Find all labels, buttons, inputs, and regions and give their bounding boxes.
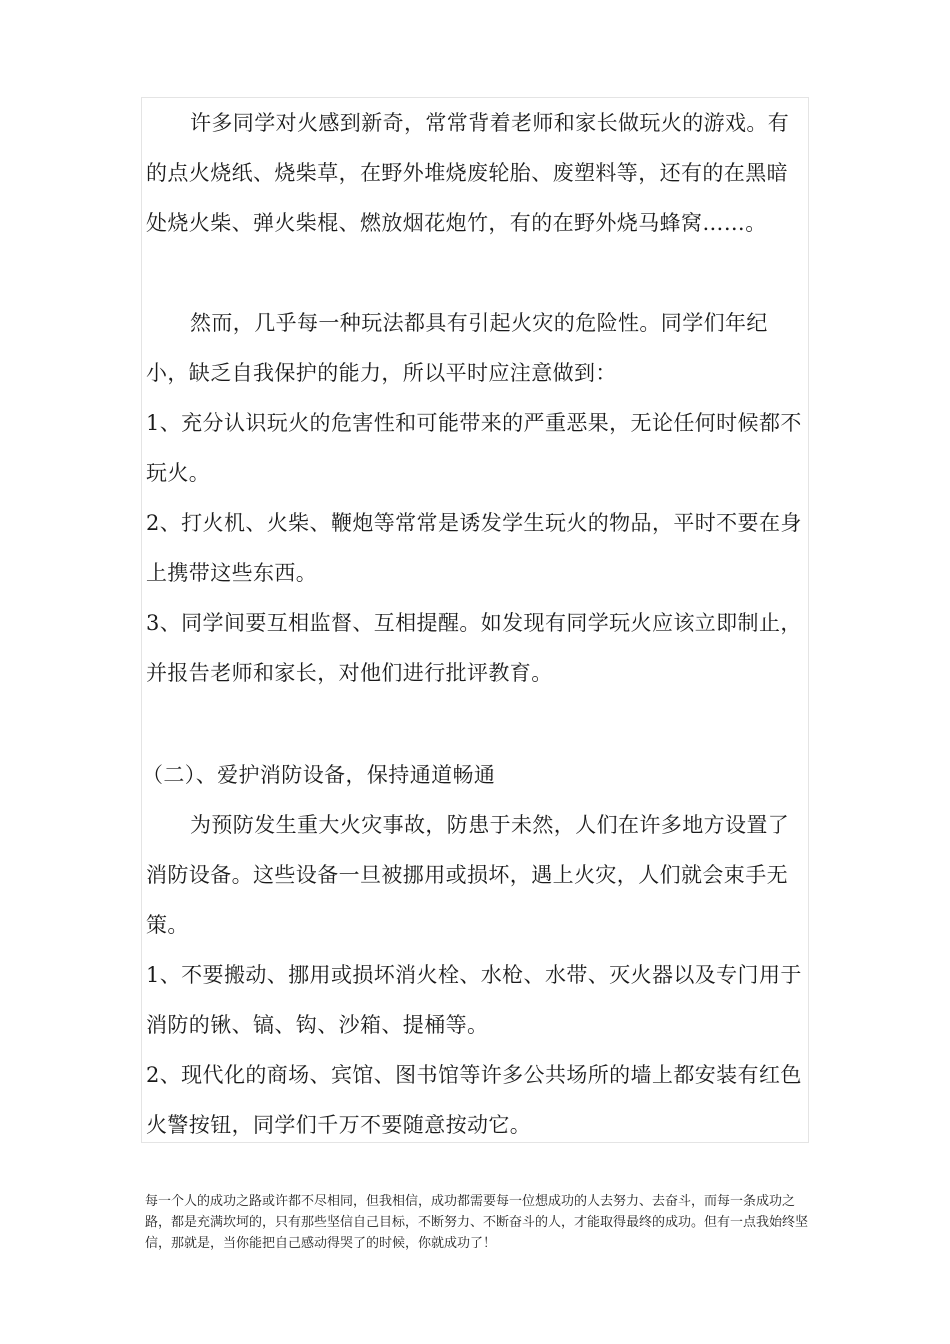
equipment-rule-2: 2、现代化的商场、宾馆、图书馆等许多公共场所的墙上都安装有红色火警按钮，同学们千万不要随意按动它。 (146, 1063, 802, 1137)
footer-note: 每一个人的成功之路或许都不尽相同，但我相信，成功都需要每一位想成功的人去努力、去奋斗，而每一条成功之路，都是充满坎坷的，只有那些坚信自己目标，不断努力、不断奋斗的人，才能取得最终的成功。但有一点我始终坚信，那就是，当你能把自己感动得哭了的时候，你就成功了！ (145, 1194, 809, 1251)
document-body (141, 97, 809, 1143)
section-paragraph: 为预防发生重大火灾事故，防患于未然，人们在许多地方设置了消防设备。这些设备一旦被挪用或损坏，遇上火灾，人们就会束手无策。 (146, 813, 790, 937)
rule-item-1: 1、充分认识玩火的危害性和可能带来的严重恶果，无论任何时候都不玩火。 (146, 411, 802, 485)
rule-item-2: 2、打火机、火柴、鞭炮等常常是诱发学生玩火的物品，平时不要在身上携带这些东西。 (146, 511, 802, 585)
section-heading: （二）、爱护消防设备，保持通道畅通 (142, 763, 496, 787)
rule-item-3: 3、同学间要互相监督、互相提醒。如发现有同学玩火应该立即制止，并报告老师和家长，对他们进行批评教育。 (146, 611, 802, 685)
equipment-rule-1: 1、不要搬动、挪用或损坏消火栓、水枪、水带、灭火器以及专门用于消防的锹、镐、钩、沙箱、提桶等。 (146, 963, 802, 1037)
intro-paragraph: 许多同学对火感到新奇，常常背着老师和家长做玩火的游戏。有的点火烧纸、烧柴草，在野外堆烧废轮胎、废塑料等，还有的在黑暗处烧火柴、弹火柴棍、燃放烟花炮竹，有的在野外烧马蜂窝……。 (146, 111, 790, 235)
warning-paragraph: 然而，几乎每一种玩法都具有引起火灾的危险性。同学们年纪小，缺乏自我保护的能力，所以平时应注意做到： (146, 311, 768, 385)
